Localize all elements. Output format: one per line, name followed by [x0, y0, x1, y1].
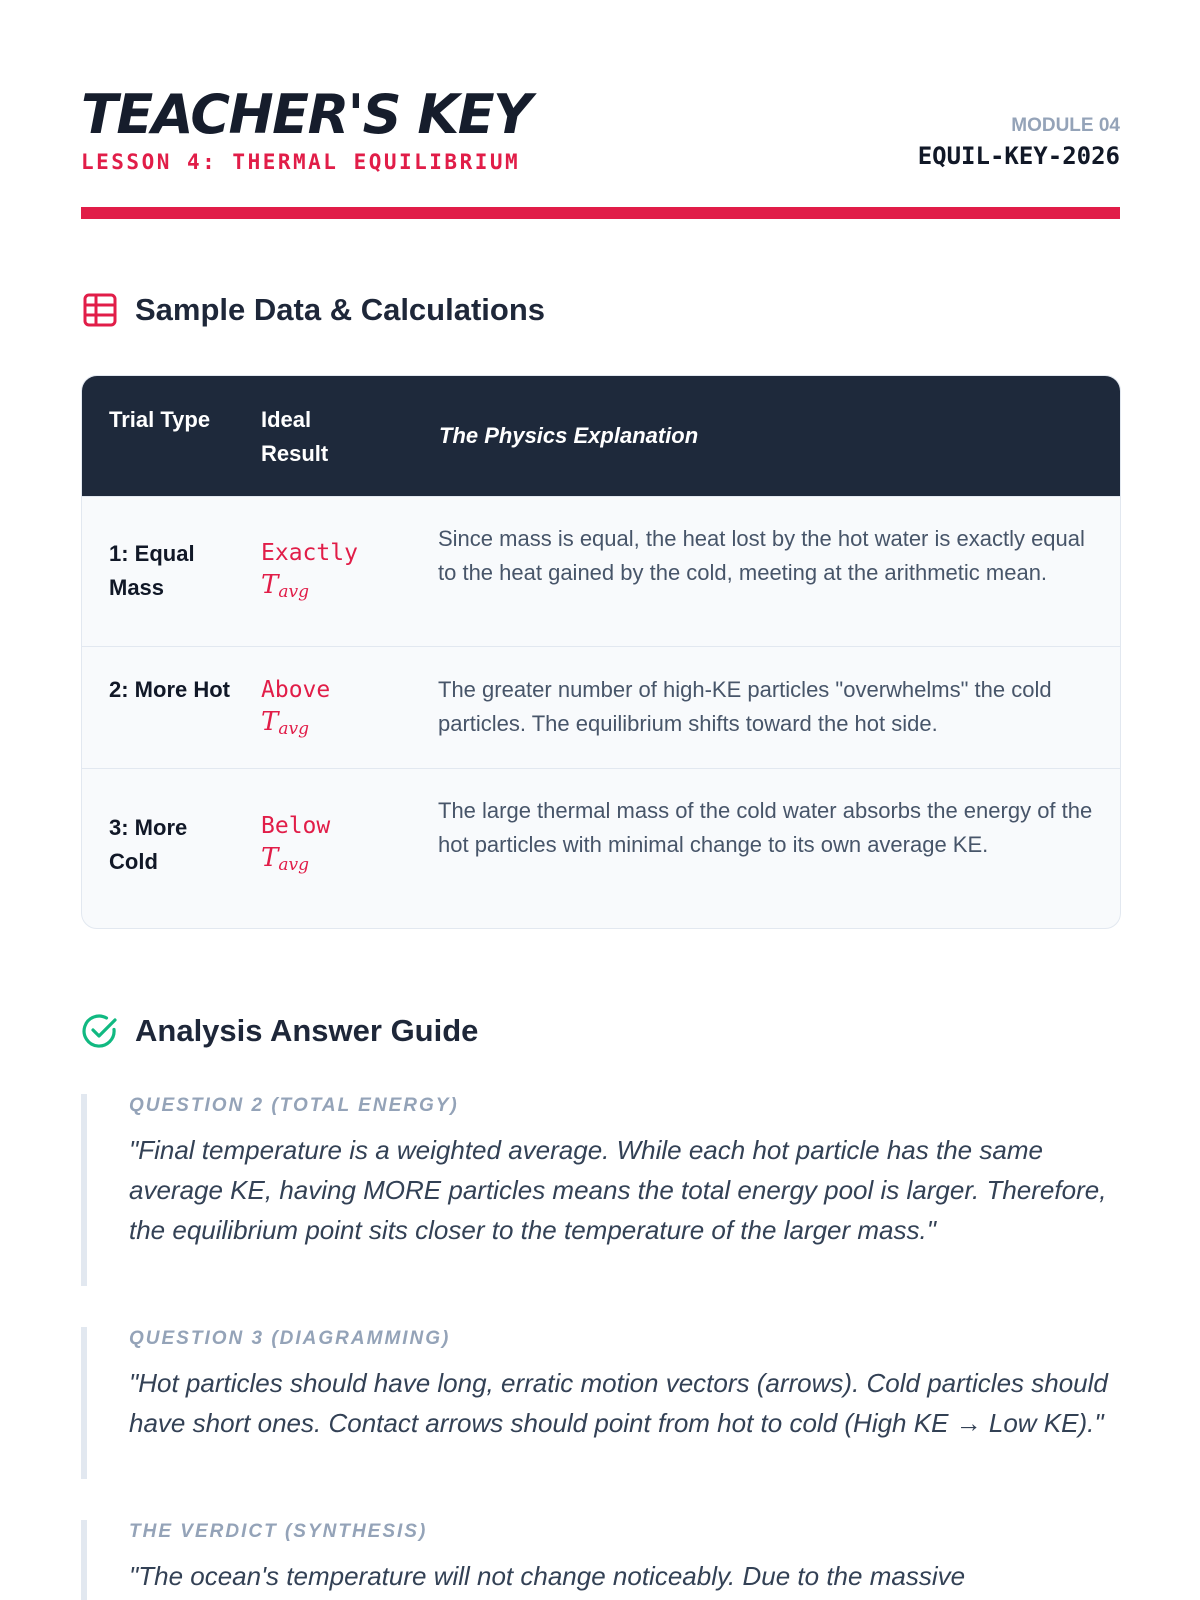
column-header-explanation: The Physics Explanation: [439, 423, 699, 448]
result-word: Exactly: [261, 540, 358, 566]
result-word: Above: [261, 677, 331, 703]
column-header-ideal-result: Ideal Result: [261, 407, 329, 466]
explanation-cell: Since mass is equal, the heat lost by the hot water is exactly equal to the heat gained by the cold, meeting at the arithmetic mean.: [438, 526, 1085, 585]
trial-type-cell: 1: Equal Mass: [109, 541, 195, 600]
question-label: THE VERDICT (SYNTHESIS): [129, 1521, 428, 1542]
page-title: TEACHER'S KEY: [81, 83, 531, 146]
lesson-subtitle: LESSON 4: THERMAL EQUILIBRIUM: [81, 150, 521, 174]
result-word: Below: [261, 813, 331, 839]
question-label: QUESTION 3 (DIAGRAMMING): [129, 1328, 451, 1349]
answer-block-question-3: [81, 1327, 1127, 1479]
section-title: Analysis Answer Guide: [135, 1013, 479, 1048]
explanation-cell: The large thermal mass of the cold water absorbs the energy of the hot particles with minimal change to its own average KE.: [438, 798, 1093, 857]
answer-text: "Final temperature is a weighted average. While each hot particle has the same average KE, having MORE particles means the total energy pool is larger. Therefore, the equilibrium point sits closer to the temperature of the larger mass.": [129, 1135, 1107, 1245]
answer-text: "Hot particles should have long, erratic motion vectors (arrows). Cold particles should have short ones. Contact arrows should point from hot to cold (High KE → Low KE).": [129, 1368, 1108, 1438]
ideal-result-cell: [261, 675, 401, 746]
ideal-result-cell: [261, 538, 401, 609]
sample-data-table: [81, 375, 1121, 929]
answer-block-verdict: [81, 1520, 1127, 1600]
table-icon: [81, 291, 119, 329]
key-code: EQUIL-KEY-2026: [917, 142, 1120, 170]
explanation-cell: The greater number of high-KE particles "overwhelms" the cold particles. The equilibrium shifts toward the hot side.: [438, 677, 1052, 736]
trial-type-cell: 3: More Cold: [109, 815, 188, 874]
table-row: [82, 496, 1120, 647]
module-label: MODULE 04: [1011, 115, 1120, 136]
sample-data-heading: [81, 291, 545, 329]
question-label: QUESTION 2 (TOTAL ENERGY): [129, 1095, 459, 1116]
answer-block-question-2: [81, 1094, 1127, 1286]
header-divider: [81, 207, 1120, 219]
table-header: [82, 376, 1120, 496]
t-avg-symbol: $T_{avg}$: [261, 707, 309, 739]
trial-type-cell: 2: More Hot: [109, 677, 230, 702]
section-title: Sample Data & Calculations: [135, 292, 546, 327]
page-header: [81, 84, 1120, 214]
column-header-trial-type: Trial Type: [109, 407, 211, 432]
table-row: [82, 768, 1120, 929]
check-circle-icon: [81, 1012, 119, 1050]
answer-text: "The ocean's temperature will not change noticeably. Due to the massive: [129, 1561, 966, 1591]
ideal-result-cell: [261, 811, 401, 882]
table-row: [82, 646, 1120, 769]
t-avg-symbol: $T_{avg}$: [261, 843, 309, 875]
t-avg-symbol: $T_{avg}$: [261, 570, 309, 602]
analysis-guide-heading: [81, 1012, 478, 1050]
